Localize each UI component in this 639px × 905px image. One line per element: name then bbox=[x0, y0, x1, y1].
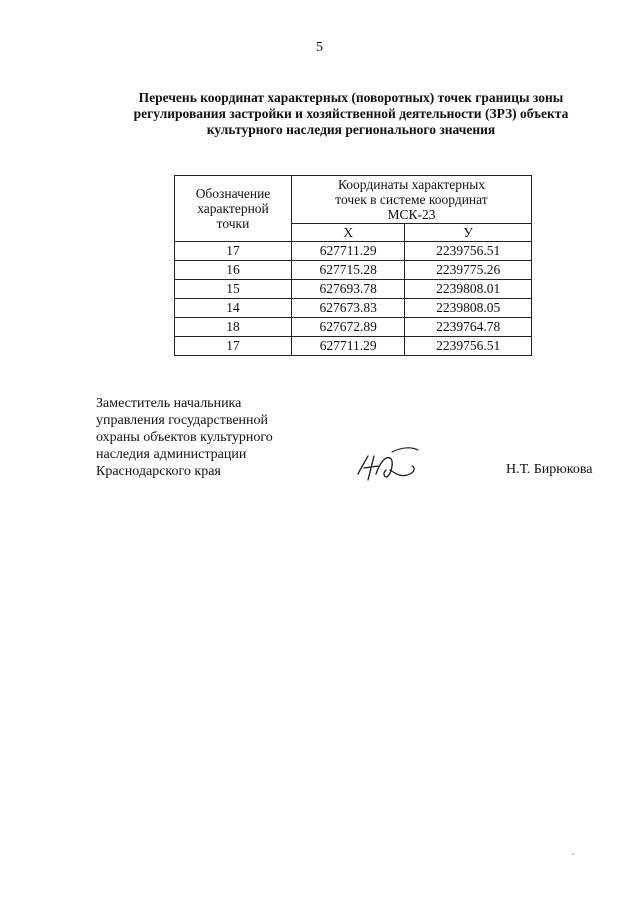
table-row bbox=[175, 318, 532, 337]
cell-point: 17 bbox=[175, 242, 292, 261]
cell-x: 627711.29 bbox=[292, 337, 405, 356]
cell-y: 2239764.78 bbox=[405, 318, 532, 337]
cell-y: 2239775.26 bbox=[405, 261, 532, 280]
column-header-point bbox=[175, 176, 292, 242]
position-line: наследия администрации bbox=[96, 447, 247, 462]
column-header-coordinates bbox=[292, 176, 532, 224]
position-line: Заместитель начальника bbox=[96, 396, 242, 411]
cell-point: 18 bbox=[175, 318, 292, 337]
table-row bbox=[175, 299, 532, 318]
handwritten-signature bbox=[352, 444, 424, 486]
cell-y: 2239808.05 bbox=[405, 299, 532, 318]
cell-x: 627673.83 bbox=[292, 299, 405, 318]
header-text: Обозначение bbox=[195, 186, 271, 201]
header-text: точки bbox=[216, 216, 250, 231]
cell-x: 627715.28 bbox=[292, 261, 405, 280]
cell-y: 2239756.51 bbox=[405, 242, 532, 261]
cell-x: 627711.29 bbox=[292, 242, 405, 261]
document-title bbox=[100, 90, 602, 138]
table-row bbox=[175, 280, 532, 299]
position-line: управления государственной bbox=[96, 413, 269, 428]
cell-x: 627672.89 bbox=[292, 318, 405, 337]
coordinates-table bbox=[174, 175, 532, 356]
column-header-x: X bbox=[292, 224, 405, 242]
cell-point: 16 bbox=[175, 261, 292, 280]
title-line: Перечень координат характерных (поворотных) точек границы зоны bbox=[138, 90, 564, 105]
table-row bbox=[175, 261, 532, 280]
title-line: регулирования застройки и хозяйственной деятельности (ЗРЗ) объекта bbox=[133, 106, 569, 121]
column-header-y: У bbox=[405, 224, 532, 242]
cell-y: 2239756.51 bbox=[405, 337, 532, 356]
cell-point: 14 bbox=[175, 299, 292, 318]
table-row bbox=[175, 242, 532, 261]
cell-y: 2239808.01 bbox=[405, 280, 532, 299]
cell-x: 627693.78 bbox=[292, 280, 405, 299]
signatory-name: Н.Т. Бирюкова bbox=[506, 462, 593, 477]
header-text: МСК-23 bbox=[387, 207, 436, 222]
cell-point: 15 bbox=[175, 280, 292, 299]
page-number: 5 bbox=[316, 40, 323, 55]
signatory-position bbox=[96, 395, 273, 480]
position-line: охраны объектов культурного bbox=[96, 430, 273, 445]
scan-speck bbox=[572, 853, 574, 855]
header-text: точек в системе координат bbox=[335, 192, 488, 207]
cell-point: 17 bbox=[175, 337, 292, 356]
header-text: характерной bbox=[197, 201, 269, 216]
header-text: Координаты характерных bbox=[337, 177, 486, 192]
title-line: культурного наследия регионального значения bbox=[206, 122, 496, 137]
position-line: Краснодарского края bbox=[96, 464, 221, 479]
table-row bbox=[175, 337, 532, 356]
